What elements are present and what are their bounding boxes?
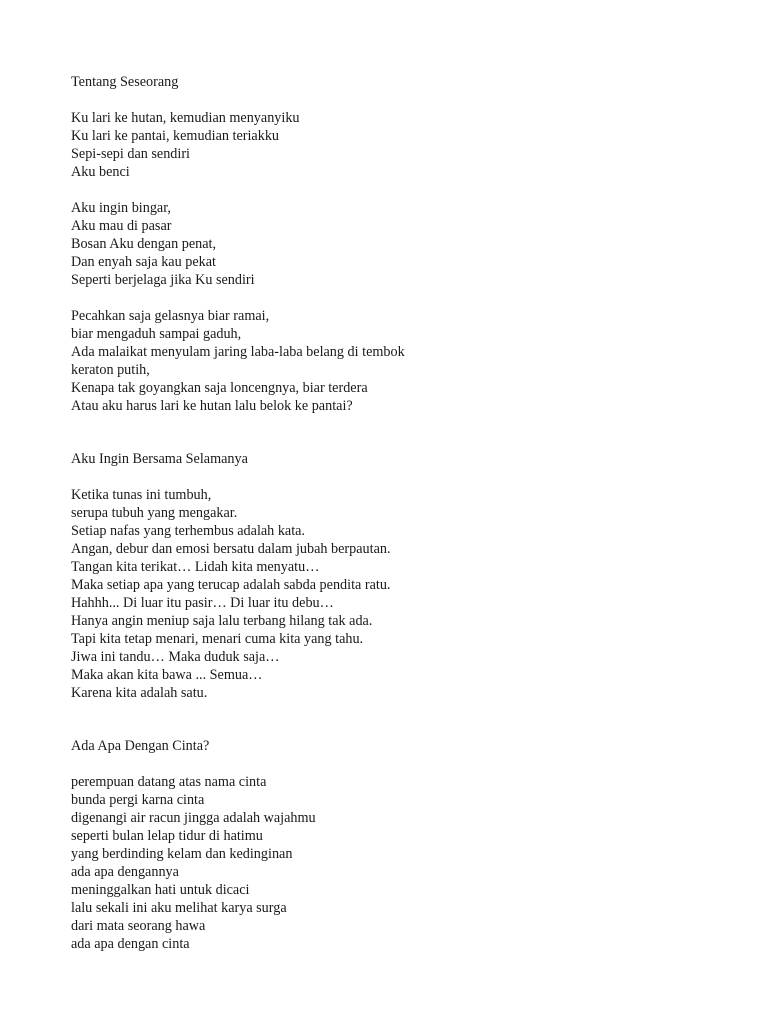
poem-line: Seperti berjelaga jika Ku sendiri (71, 272, 255, 288)
poem-line: Jiwa ini tandu… Maka duduk saja… (71, 649, 280, 665)
poem-line: Sepi-sepi dan sendiri (71, 146, 190, 162)
poem-line: Aku mau di pasar (71, 218, 172, 234)
poem-aku-ingin-bersama-selamanya (71, 450, 731, 702)
poem-line: Bosan Aku dengan penat, (71, 236, 216, 252)
poem-line: ada apa dengannya (71, 864, 179, 880)
poem-line: Tapi kita tetap menari, menari cuma kita yang tahu. (71, 631, 364, 647)
poem-line: Setiap nafas yang terhembus adalah kata. (71, 523, 306, 539)
poem-title: Aku Ingin Bersama Selamanya (71, 451, 248, 467)
poem-line: digenangi air racun jingga adalah wajahmu (71, 810, 316, 826)
poem-line: bunda pergi karna cinta (71, 792, 205, 808)
poem-line: seperti bulan lelap tidur di hatimu (71, 828, 263, 844)
poem-line: Hanya angin meniup saja lalu terbang hilang tak ada. (71, 613, 373, 629)
poem-line: meninggalkan hati untuk dicaci (71, 882, 250, 898)
poem-line: Maka setiap apa yang terucap adalah sabda pendita ratu. (71, 577, 391, 593)
poem-tentang-seseorang (71, 73, 731, 415)
poem-title: Tentang Seseorang (71, 74, 179, 90)
poem-separator (71, 433, 731, 450)
poem-line: Ku lari ke pantai, kemudian teriakku (71, 128, 280, 144)
poem-line: Dan enyah saja kau pekat (71, 254, 216, 270)
stanza (71, 773, 731, 953)
poem-line: lalu sekali ini aku melihat karya surga (71, 900, 287, 916)
poem-line: Hahhh... Di luar itu pasir… Di luar itu debu… (71, 595, 334, 611)
poem-line: ada apa dengan cinta (71, 936, 190, 952)
poem-line: Maka akan kita bawa ... Semua… (71, 667, 263, 683)
poem-line: Aku ingin bingar, (71, 200, 171, 216)
poem-line: Pecahkan saja gelasnya biar ramai, (71, 308, 270, 324)
poem-line: Ketika tunas ini tumbuh, (71, 487, 212, 503)
poem-line: Tangan kita terikat… Lidah kita menyatu… (71, 559, 320, 575)
poem-line: Ada malaikat menyulam jaring laba-laba belang di tembok (71, 344, 405, 360)
poem-line: Kenapa tak goyangkan saja loncengnya, biar terdera (71, 380, 368, 396)
poem-line: Angan, debur dan emosi bersatu dalam jubah berpautan. (71, 541, 391, 557)
stanza (71, 199, 731, 289)
poem-line: Aku benci (71, 164, 130, 180)
poem-line: keraton putih, (71, 362, 150, 378)
poem-line: Atau aku harus lari ke hutan lalu belok ke pantai? (71, 398, 353, 414)
poem-collection (71, 73, 731, 971)
poem-title: Ada Apa Dengan Cinta? (71, 738, 210, 754)
poem-ada-apa-dengan-cinta (71, 737, 731, 953)
poem-line: Karena kita adalah satu. (71, 685, 208, 701)
stanza (71, 307, 731, 415)
poem-line: perempuan datang atas nama cinta (71, 774, 267, 790)
poem-line: biar mengaduh sampai gaduh, (71, 326, 242, 342)
poem-line: yang berdinding kelam dan kedinginan (71, 846, 293, 862)
poem-separator (71, 720, 731, 737)
poem-line: dari mata seorang hawa (71, 918, 206, 934)
poem-line: Ku lari ke hutan, kemudian menyanyiku (71, 110, 300, 126)
poem-line: serupa tubuh yang mengakar. (71, 505, 238, 521)
stanza (71, 486, 731, 702)
stanza (71, 109, 731, 181)
